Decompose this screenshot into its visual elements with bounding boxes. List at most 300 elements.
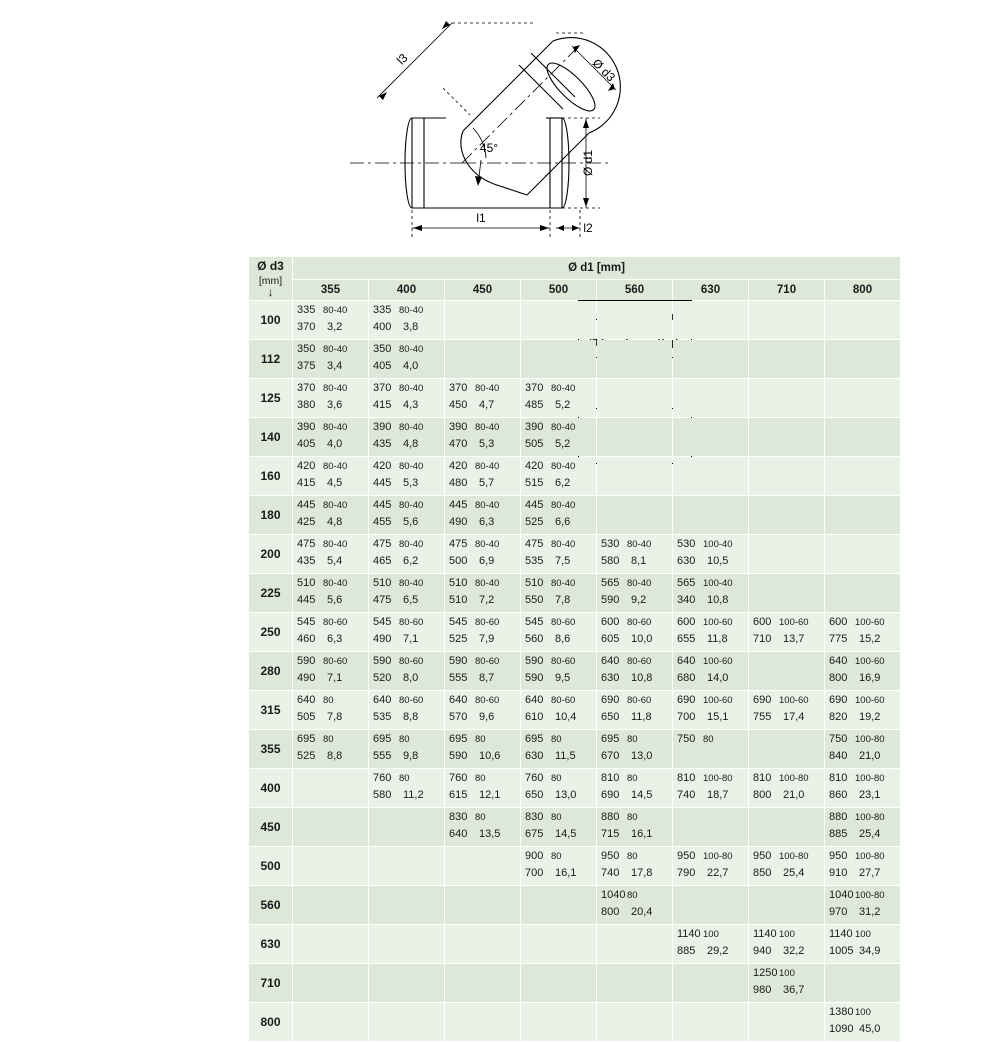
cell-empty bbox=[293, 847, 369, 886]
cell-l3: 590 bbox=[449, 750, 468, 762]
table-row bbox=[249, 418, 901, 457]
cell-l2: 100 bbox=[779, 968, 795, 979]
cell-l3: 580 bbox=[373, 789, 392, 801]
cell-200-500 bbox=[521, 535, 597, 574]
cell-empty bbox=[597, 418, 673, 457]
cell-l3: 715 bbox=[601, 828, 620, 840]
cell-empty bbox=[673, 886, 749, 925]
cell-710-710 bbox=[749, 964, 825, 1003]
cell-l2: 80-60 bbox=[551, 617, 576, 628]
cell-mass: 22,7 bbox=[707, 867, 729, 879]
cell-l2: 80-40 bbox=[323, 500, 348, 511]
cell-180-450 bbox=[445, 496, 521, 535]
cell-l3: 650 bbox=[525, 789, 544, 801]
cell-mass: 6,2 bbox=[555, 477, 571, 489]
cell-mass: 13,0 bbox=[555, 789, 577, 801]
cell-l3: 560 bbox=[525, 633, 544, 645]
cell-mass: 5,2 bbox=[555, 438, 571, 450]
cell-mass: 8,0 bbox=[403, 672, 419, 684]
corner-unit: [mm] bbox=[258, 275, 283, 287]
cell-l2: 80-40 bbox=[323, 305, 348, 316]
cell-l1: 390 bbox=[373, 421, 392, 433]
cell-200-630 bbox=[673, 535, 749, 574]
cell-l3: 580 bbox=[601, 555, 620, 567]
cell-l2: 80-40 bbox=[551, 500, 576, 511]
cell-l1: 640 bbox=[373, 694, 392, 706]
cell-empty bbox=[749, 808, 825, 847]
cell-l3: 370 bbox=[297, 321, 316, 333]
cell-l1: 640 bbox=[525, 694, 544, 706]
cell-355-355 bbox=[293, 730, 369, 769]
cell-l3: 520 bbox=[373, 672, 392, 684]
cell-400-500 bbox=[521, 769, 597, 808]
cell-355-630 bbox=[673, 730, 749, 769]
cell-l3: 535 bbox=[525, 555, 544, 567]
cell-280-355 bbox=[293, 652, 369, 691]
cell-100-355 bbox=[293, 301, 369, 340]
cell-400-560 bbox=[597, 769, 673, 808]
cell-l1: 475 bbox=[297, 538, 316, 550]
cell-empty bbox=[445, 301, 521, 340]
cell-160-450 bbox=[445, 457, 521, 496]
cell-l1: 565 bbox=[601, 577, 620, 589]
cell-l1: 640 bbox=[601, 655, 620, 667]
cell-l1: 545 bbox=[373, 616, 392, 628]
cell-empty bbox=[825, 379, 901, 418]
cell-mass: 17,8 bbox=[631, 867, 653, 879]
cell-l2: 80 bbox=[627, 851, 638, 862]
dimension-table bbox=[248, 256, 885, 1042]
cell-l3: 1005 bbox=[829, 945, 854, 957]
cell-560-560 bbox=[597, 886, 673, 925]
cell-l2: 100 bbox=[855, 1007, 871, 1018]
cell-l3: 550 bbox=[525, 594, 544, 606]
cell-315-800 bbox=[825, 691, 901, 730]
cell-l2: 80-60 bbox=[475, 695, 500, 706]
cell-empty bbox=[293, 1003, 369, 1042]
cell-250-450 bbox=[445, 613, 521, 652]
cell-l2: 80-60 bbox=[399, 656, 424, 667]
cell-l3: 850 bbox=[753, 867, 772, 879]
cell-empty bbox=[825, 457, 901, 496]
cell-l2: 80-40 bbox=[399, 344, 424, 355]
cell-315-560 bbox=[597, 691, 673, 730]
cell-l2: 80-60 bbox=[551, 656, 576, 667]
cell-mass: 9,6 bbox=[479, 711, 495, 723]
cell-125-355 bbox=[293, 379, 369, 418]
row-label-630: 630 bbox=[249, 925, 293, 964]
cell-l2: 80-40 bbox=[551, 461, 576, 472]
cell-l1: 810 bbox=[601, 772, 620, 784]
cell-empty bbox=[445, 847, 521, 886]
cell-l2: 100-80 bbox=[779, 851, 809, 862]
cell-l3: 490 bbox=[373, 633, 392, 645]
cell-l1: 695 bbox=[525, 733, 544, 745]
cell-l1: 950 bbox=[829, 850, 848, 862]
cell-empty bbox=[369, 808, 445, 847]
cell-mass: 3,6 bbox=[327, 399, 343, 411]
cell-l2: 80-40 bbox=[475, 383, 500, 394]
cell-l1: 475 bbox=[525, 538, 544, 550]
cell-mass: 19,2 bbox=[859, 711, 881, 723]
cell-empty bbox=[825, 574, 901, 613]
cell-l3: 605 bbox=[601, 633, 620, 645]
cell-225-630 bbox=[673, 574, 749, 613]
cell-mass: 29,2 bbox=[707, 945, 729, 957]
cell-125-450 bbox=[445, 379, 521, 418]
product-diagram bbox=[0, 0, 1000, 250]
cell-l1: 690 bbox=[829, 694, 848, 706]
table-row bbox=[249, 535, 901, 574]
cell-l2: 80-60 bbox=[627, 695, 652, 706]
cell-500-800 bbox=[825, 847, 901, 886]
cell-mass: 7,9 bbox=[479, 633, 495, 645]
cell-l1: 1040 bbox=[601, 889, 626, 901]
cell-l1: 640 bbox=[829, 655, 848, 667]
cell-l1: 335 bbox=[297, 304, 316, 316]
cell-l1: 445 bbox=[449, 499, 468, 511]
cell-l1: 445 bbox=[297, 499, 316, 511]
cell-l1: 510 bbox=[449, 577, 468, 589]
cell-empty bbox=[673, 418, 749, 457]
cell-mass: 10,8 bbox=[631, 672, 653, 684]
cell-l2: 80-40 bbox=[627, 539, 652, 550]
cell-empty bbox=[749, 652, 825, 691]
row-label-315: 315 bbox=[249, 691, 293, 730]
cell-l3: 630 bbox=[601, 672, 620, 684]
cell-l3: 755 bbox=[753, 711, 772, 723]
cell-250-710 bbox=[749, 613, 825, 652]
cell-mass: 6,3 bbox=[479, 516, 495, 528]
cell-225-500 bbox=[521, 574, 597, 613]
cell-mass: 4,7 bbox=[479, 399, 495, 411]
table-row bbox=[249, 301, 901, 340]
cell-l1: 590 bbox=[373, 655, 392, 667]
table-row bbox=[249, 574, 901, 613]
cell-l1: 510 bbox=[297, 577, 316, 589]
cell-empty bbox=[825, 535, 901, 574]
cell-355-800 bbox=[825, 730, 901, 769]
cell-mass: 11,5 bbox=[555, 750, 576, 762]
cell-empty bbox=[521, 886, 597, 925]
cell-100-400 bbox=[369, 301, 445, 340]
cell-400-630 bbox=[673, 769, 749, 808]
cell-l2: 100-60 bbox=[779, 617, 809, 628]
cell-l1: 445 bbox=[373, 499, 392, 511]
cell-l2: 80 bbox=[399, 773, 410, 784]
cell-l1: 640 bbox=[297, 694, 316, 706]
cell-l1: 390 bbox=[449, 421, 468, 433]
cell-l1: 640 bbox=[449, 694, 468, 706]
cell-mass: 4,0 bbox=[403, 360, 419, 372]
cell-l2: 80 bbox=[627, 812, 638, 823]
cell-l3: 980 bbox=[753, 984, 772, 996]
cell-l3: 445 bbox=[297, 594, 316, 606]
cell-mass: 13,0 bbox=[631, 750, 653, 762]
cell-630-800 bbox=[825, 925, 901, 964]
row-label-140: 140 bbox=[249, 418, 293, 457]
cell-400-400 bbox=[369, 769, 445, 808]
cell-l1: 1250 bbox=[753, 967, 778, 979]
cell-empty bbox=[293, 886, 369, 925]
cell-180-500 bbox=[521, 496, 597, 535]
cell-l3: 415 bbox=[373, 399, 392, 411]
cell-l3: 675 bbox=[525, 828, 544, 840]
cell-112-355 bbox=[293, 340, 369, 379]
cell-l3: 740 bbox=[601, 867, 620, 879]
cell-l2: 80 bbox=[627, 734, 638, 745]
cell-180-400 bbox=[369, 496, 445, 535]
cell-mass: 7,8 bbox=[555, 594, 571, 606]
row-label-112: 112 bbox=[249, 340, 293, 379]
cell-l1: 390 bbox=[525, 421, 544, 433]
cell-280-450 bbox=[445, 652, 521, 691]
cell-l2: 80-40 bbox=[399, 305, 424, 316]
cell-l2: 100-80 bbox=[703, 851, 733, 862]
cell-empty bbox=[825, 301, 901, 340]
cell-l1: 370 bbox=[449, 382, 468, 394]
cell-140-450 bbox=[445, 418, 521, 457]
cell-mass: 31,2 bbox=[859, 906, 881, 918]
cell-empty bbox=[293, 964, 369, 1003]
cell-l3: 690 bbox=[601, 789, 620, 801]
cell-empty bbox=[749, 574, 825, 613]
cell-l1: 830 bbox=[525, 811, 544, 823]
cell-l3: 885 bbox=[677, 945, 696, 957]
cell-mass: 11,8 bbox=[707, 633, 728, 645]
cell-empty bbox=[521, 964, 597, 1003]
cell-empty bbox=[369, 964, 445, 1003]
corner-label: Ø d3 bbox=[257, 259, 284, 274]
cell-225-560 bbox=[597, 574, 673, 613]
cell-mass: 4,0 bbox=[327, 438, 343, 450]
cell-l2: 80-60 bbox=[323, 656, 348, 667]
cell-mass: 9,2 bbox=[631, 594, 647, 606]
table-row bbox=[249, 808, 901, 847]
cell-l2: 80-40 bbox=[323, 383, 348, 394]
cell-l2: 80-40 bbox=[475, 578, 500, 589]
cell-l2: 100-60 bbox=[855, 656, 885, 667]
cell-l1: 370 bbox=[297, 382, 316, 394]
cell-mass: 6,2 bbox=[403, 555, 419, 567]
cell-l3: 650 bbox=[601, 711, 620, 723]
cell-l2: 100-80 bbox=[703, 773, 733, 784]
cell-l1: 590 bbox=[449, 655, 468, 667]
cell-mass: 5,3 bbox=[479, 438, 495, 450]
cell-mass: 34,9 bbox=[859, 945, 881, 957]
cell-l1: 695 bbox=[373, 733, 392, 745]
cell-empty bbox=[445, 925, 521, 964]
cell-l3: 885 bbox=[829, 828, 848, 840]
table-row bbox=[249, 457, 901, 496]
cell-mass: 6,5 bbox=[403, 594, 419, 606]
cell-mass: 21,0 bbox=[859, 750, 881, 762]
cell-empty bbox=[597, 1003, 673, 1042]
cell-l2: 80-60 bbox=[323, 617, 348, 628]
cell-280-800 bbox=[825, 652, 901, 691]
column-header-800: 800 bbox=[825, 280, 901, 301]
cell-400-710 bbox=[749, 769, 825, 808]
cell-mass: 5,7 bbox=[479, 477, 495, 489]
cell-empty bbox=[673, 340, 749, 379]
cell-l1: 830 bbox=[449, 811, 468, 823]
cell-l1: 690 bbox=[601, 694, 620, 706]
cell-280-500 bbox=[521, 652, 597, 691]
cell-l3: 470 bbox=[449, 438, 468, 450]
cell-450-560 bbox=[597, 808, 673, 847]
label-angle: 45° bbox=[479, 141, 499, 155]
cell-l3: 405 bbox=[373, 360, 392, 372]
cell-empty bbox=[369, 1003, 445, 1042]
cell-200-355 bbox=[293, 535, 369, 574]
cell-l3: 860 bbox=[829, 789, 848, 801]
cell-l2: 100-60 bbox=[703, 617, 733, 628]
label-d3: Ø d3 bbox=[589, 56, 618, 85]
row-label-560: 560 bbox=[249, 886, 293, 925]
cell-160-355 bbox=[293, 457, 369, 496]
cell-empty bbox=[521, 925, 597, 964]
cell-450-450 bbox=[445, 808, 521, 847]
cell-l2: 100-60 bbox=[855, 617, 885, 628]
cell-l3: 820 bbox=[829, 711, 848, 723]
cell-450-800 bbox=[825, 808, 901, 847]
cell-mass: 27,7 bbox=[859, 867, 881, 879]
cell-l2: 80-40 bbox=[399, 422, 424, 433]
cell-empty bbox=[445, 340, 521, 379]
cell-empty bbox=[825, 418, 901, 457]
cell-l2: 80-40 bbox=[323, 539, 348, 550]
cell-125-500 bbox=[521, 379, 597, 418]
cell-empty bbox=[521, 340, 597, 379]
cell-mass: 5,6 bbox=[327, 594, 343, 606]
cell-280-560 bbox=[597, 652, 673, 691]
cell-l1: 545 bbox=[525, 616, 544, 628]
cell-l2: 80-40 bbox=[475, 461, 500, 472]
table-row bbox=[249, 340, 901, 379]
table-header-row-top bbox=[249, 257, 901, 280]
cell-450-500 bbox=[521, 808, 597, 847]
cell-l1: 600 bbox=[829, 616, 848, 628]
cell-l2: 80-60 bbox=[475, 656, 500, 667]
cell-l2: 80 bbox=[551, 734, 562, 745]
cell-l2: 80-40 bbox=[551, 422, 576, 433]
cell-l2: 80 bbox=[551, 851, 562, 862]
cell-160-500 bbox=[521, 457, 597, 496]
cell-l3: 505 bbox=[525, 438, 544, 450]
cell-l1: 750 bbox=[677, 733, 696, 745]
cell-mass: 3,4 bbox=[327, 360, 343, 372]
cell-l1: 1140 bbox=[829, 928, 853, 940]
top-header-d1: Ø d1 [mm] bbox=[293, 257, 901, 280]
cell-empty bbox=[673, 1003, 749, 1042]
cell-l3: 740 bbox=[677, 789, 696, 801]
cell-mass: 16,9 bbox=[859, 672, 881, 684]
column-header-400: 400 bbox=[369, 280, 445, 301]
cell-empty bbox=[597, 340, 673, 379]
cell-l1: 1140 bbox=[677, 928, 701, 940]
cell-mass: 10,0 bbox=[631, 633, 653, 645]
cell-empty bbox=[293, 769, 369, 808]
tee-45-drawing bbox=[0, 0, 1000, 250]
cell-l2: 80 bbox=[627, 890, 638, 901]
cell-225-450 bbox=[445, 574, 521, 613]
cell-l2: 80 bbox=[323, 734, 334, 745]
cell-560-800 bbox=[825, 886, 901, 925]
cell-empty bbox=[521, 1003, 597, 1042]
cell-l1: 760 bbox=[449, 772, 468, 784]
cell-l3: 615 bbox=[449, 789, 468, 801]
cell-empty bbox=[673, 808, 749, 847]
cell-mass: 8,8 bbox=[403, 711, 419, 723]
cell-l2: 80-60 bbox=[399, 617, 424, 628]
cell-500-500 bbox=[521, 847, 597, 886]
table-row bbox=[249, 730, 901, 769]
cell-mass: 5,2 bbox=[555, 399, 571, 411]
cell-l1: 695 bbox=[449, 733, 468, 745]
cell-mass: 18,7 bbox=[707, 789, 729, 801]
cell-l2: 80-40 bbox=[323, 344, 348, 355]
cell-l1: 445 bbox=[525, 499, 544, 511]
label-l2: l2 bbox=[583, 221, 593, 235]
cell-l1: 420 bbox=[525, 460, 544, 472]
cell-l2: 80 bbox=[475, 773, 486, 784]
cell-250-800 bbox=[825, 613, 901, 652]
cell-500-710 bbox=[749, 847, 825, 886]
cell-mass: 10,8 bbox=[707, 594, 729, 606]
cell-140-355 bbox=[293, 418, 369, 457]
cell-empty bbox=[369, 847, 445, 886]
cell-mass: 15,2 bbox=[859, 633, 881, 645]
table-row bbox=[249, 769, 901, 808]
cell-empty bbox=[749, 340, 825, 379]
cell-mass: 5,6 bbox=[403, 516, 419, 528]
cell-400-450 bbox=[445, 769, 521, 808]
cell-mass: 10,5 bbox=[707, 555, 729, 567]
corner-header bbox=[249, 257, 293, 301]
cell-empty bbox=[749, 457, 825, 496]
cell-l2: 100-60 bbox=[703, 695, 733, 706]
cell-l2: 80-60 bbox=[627, 656, 652, 667]
cell-l3: 475 bbox=[373, 594, 392, 606]
cell-mass: 9,8 bbox=[403, 750, 419, 762]
cell-empty bbox=[825, 340, 901, 379]
cell-160-400 bbox=[369, 457, 445, 496]
cell-l2: 100-40 bbox=[703, 539, 733, 550]
cell-l1: 600 bbox=[677, 616, 696, 628]
cell-l1: 600 bbox=[601, 616, 620, 628]
cell-315-400 bbox=[369, 691, 445, 730]
cell-empty bbox=[749, 730, 825, 769]
cell-l1: 810 bbox=[677, 772, 696, 784]
row-label-160: 160 bbox=[249, 457, 293, 496]
cell-l3: 790 bbox=[677, 867, 696, 879]
cell-l1: 690 bbox=[677, 694, 696, 706]
cell-l3: 490 bbox=[449, 516, 468, 528]
corner-arrow-icon: ↓ bbox=[267, 284, 274, 299]
cell-l2: 80-40 bbox=[399, 383, 424, 394]
cell-l2: 80-40 bbox=[323, 578, 348, 589]
cell-l3: 450 bbox=[449, 399, 468, 411]
cell-l2: 80 bbox=[551, 812, 562, 823]
cell-l3: 510 bbox=[449, 594, 468, 606]
cell-l1: 1040 bbox=[829, 889, 854, 901]
cell-l2: 80 bbox=[475, 812, 486, 823]
cell-mass: 4,8 bbox=[403, 438, 419, 450]
cell-l2: 80 bbox=[703, 734, 714, 745]
cell-l3: 490 bbox=[297, 672, 316, 684]
cell-l3: 970 bbox=[829, 906, 848, 918]
cell-355-400 bbox=[369, 730, 445, 769]
